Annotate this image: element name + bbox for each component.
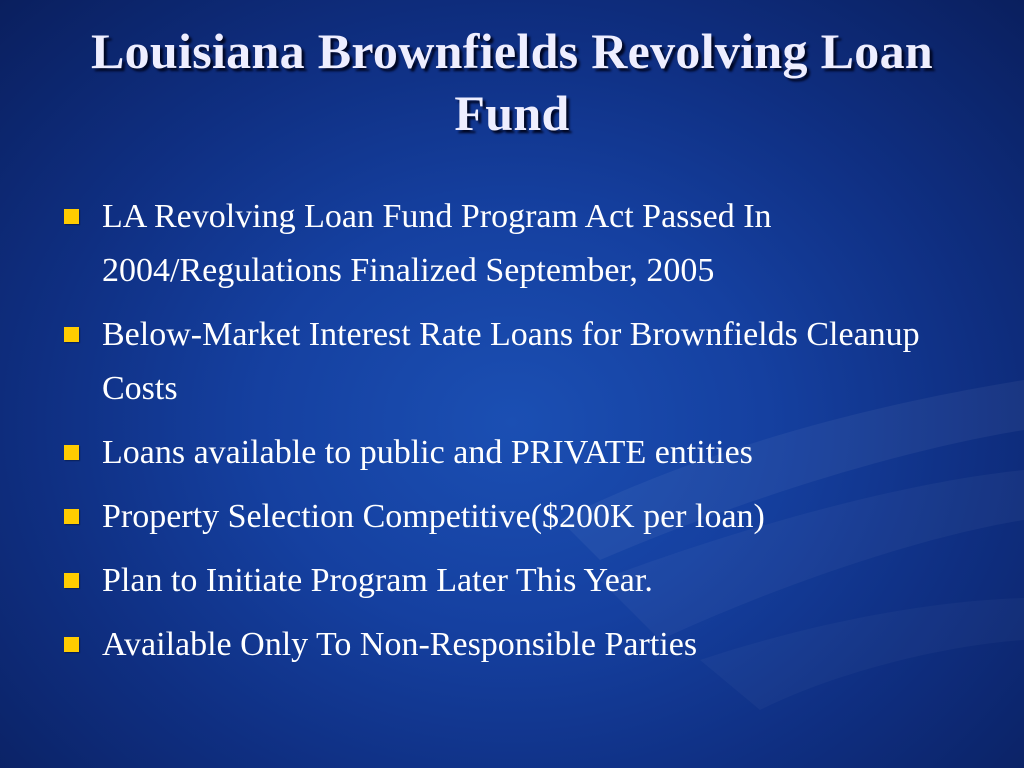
square-bullet-icon: [64, 637, 79, 652]
bullet-text: Below-Market Interest Rate Loans for Brownfields Cleanup Costs: [102, 316, 920, 407]
bullet-item: [62, 618, 992, 672]
bullet-item: [62, 426, 992, 480]
bullet-item: [62, 190, 992, 298]
square-bullet-icon: [64, 209, 79, 224]
bullet-text: Plan to Initiate Program Later This Year.: [102, 562, 653, 599]
slide-title: Louisiana Brownfields Revolving Loan Fund: [90, 23, 933, 141]
square-bullet-icon: [64, 445, 79, 460]
bullet-text: Available Only To Non-Responsible Parties: [102, 626, 698, 663]
bullet-text: Property Selection Competitive($200K per loan): [102, 498, 765, 535]
bullet-item: [62, 554, 992, 608]
bullet-text: Loans available to public and PRIVATE entities: [102, 434, 753, 471]
square-bullet-icon: [64, 327, 79, 342]
bullet-list: [62, 190, 992, 682]
bullet-item: [62, 308, 992, 416]
square-bullet-icon: [64, 573, 79, 588]
bullet-item: [62, 490, 992, 544]
bullet-text: LA Revolving Loan Fund Program Act Passed In 2004/Regulations Finalized September, 2005: [102, 198, 772, 289]
square-bullet-icon: [64, 509, 79, 524]
